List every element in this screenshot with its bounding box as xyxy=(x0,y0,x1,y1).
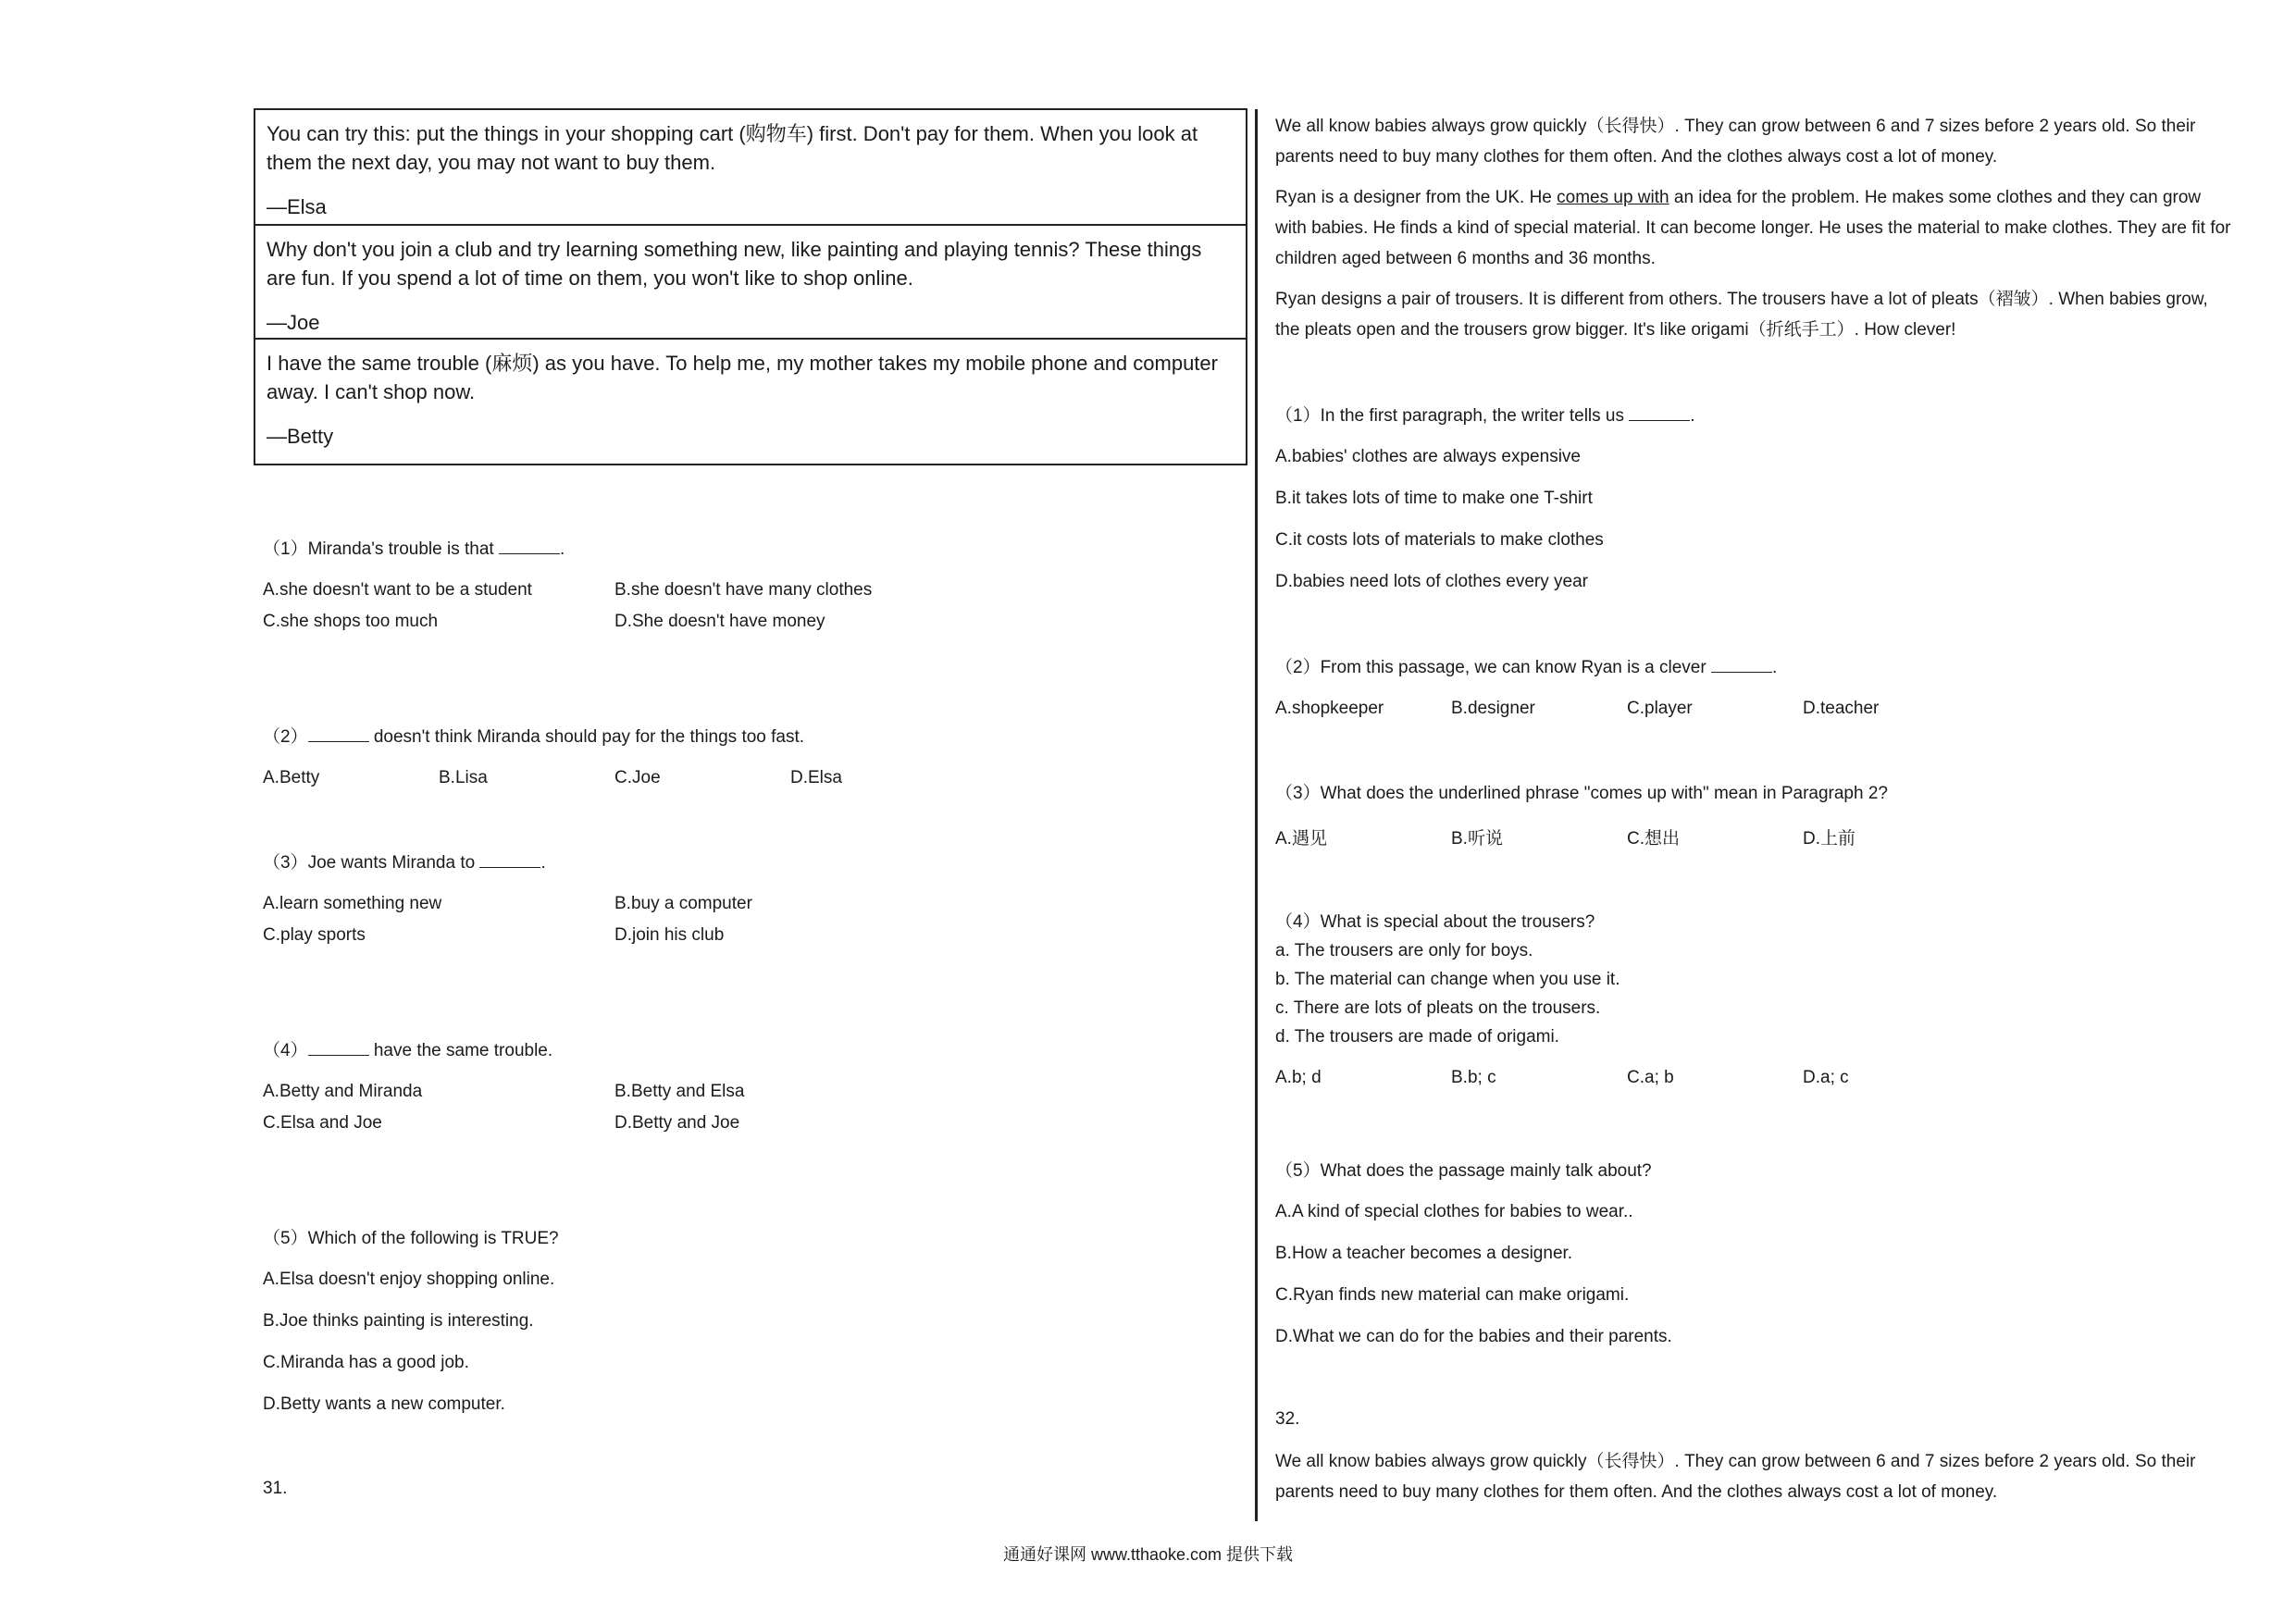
answer-blank xyxy=(479,854,540,868)
option-b: B.b; c xyxy=(1451,1068,1496,1087)
option-d: D.What we can do for the babies and their parents. xyxy=(1275,1327,1672,1346)
question-left-4 xyxy=(263,1036,966,1134)
options xyxy=(1275,1068,1979,1088)
page-footer: 通通好课网 www.tthaoke.com 提供下载 xyxy=(1002,1545,1294,1564)
question-number-32: 32. xyxy=(1275,1409,1300,1429)
option-c: C.Ryan finds new material can make origami. xyxy=(1275,1285,1630,1305)
option-c: C.play sports xyxy=(263,925,366,945)
option-b: B.How a teacher becomes a designer. xyxy=(1275,1244,1573,1263)
option-a: A.A kind of special clothes for babies to wear.. xyxy=(1275,1202,1633,1221)
option-d: D.Elsa xyxy=(790,768,842,787)
options xyxy=(263,768,966,788)
option-a: A.遇见 xyxy=(1275,829,1327,849)
question-left-2 xyxy=(263,723,966,788)
statements xyxy=(1275,941,1979,1047)
option-a: A.Elsa doesn't enjoy shopping online. xyxy=(263,1270,555,1289)
underlined-phrase: comes up with xyxy=(1557,188,1669,207)
option-a: A.babies' clothes are always expensive xyxy=(1275,447,1581,466)
option-a: A.b; d xyxy=(1275,1068,1322,1087)
question-left-3 xyxy=(263,849,966,946)
letter-body: Why don't you join a club and try learning something new, like painting and playing tennis? These things are fun. If you spend a lot of time on them, you won't like to shop online. xyxy=(267,238,1202,290)
option-c: C.player xyxy=(1627,699,1693,718)
options xyxy=(263,894,966,946)
options xyxy=(263,1082,966,1134)
option-d: D.Betty wants a new computer. xyxy=(263,1394,505,1414)
question-left-5 xyxy=(263,1224,559,1415)
option-c: C.a; b xyxy=(1627,1068,1674,1087)
question-stem: （3）What does the underlined phrase "comes up with" mean in Paragraph 2? xyxy=(1275,784,1888,803)
option-b: B.Lisa xyxy=(439,768,488,787)
answer-blank xyxy=(1711,659,1772,673)
passage-paragraph-3: Ryan designs a pair of trousers. It is different from others. The trousers have a lot of pleats（褶皱）. When babies grow, the pleats open and the trousers grow bigger. It's like origami（折纸手工）. How clever! xyxy=(1275,290,2208,340)
option-d: D.Betty and Joe xyxy=(614,1113,740,1133)
option-d: D.join his club xyxy=(614,925,725,945)
passage-paragraph-1: We all know babies always grow quickly（长得快）. They can grow between 6 and 7 sizes before 2 years old. So their parents need to buy many clothes for them often. And the clothes always cost a lot of money. xyxy=(1275,117,2196,167)
options xyxy=(1275,699,1979,719)
options xyxy=(1275,824,1979,849)
options xyxy=(263,580,966,632)
option-d: D.a; c xyxy=(1803,1068,1849,1087)
question-stem: （5）What does the passage mainly talk about? xyxy=(1275,1161,1652,1181)
question-right-2 xyxy=(1275,653,1979,719)
option-d: D.上前 xyxy=(1803,829,1856,849)
question-stem: （1）Miranda's trouble is that . xyxy=(263,539,565,559)
option-a: A.she doesn't want to be a student xyxy=(263,580,532,600)
letter-joe xyxy=(255,224,1246,338)
question-stem: （5）Which of the following is TRUE? xyxy=(263,1229,559,1248)
question-right-5 xyxy=(1275,1157,1672,1347)
option-c: C.it costs lots of materials to make clothes xyxy=(1275,530,1604,550)
passage-paragraph-2: Ryan is a designer from the UK. He comes up with an idea for the problem. He makes some clothes and they can grow with babies. He finds a kind of special material. It can become longer. He uses the material to make clothes. They are fit for children aged between 6 months and 36 months. xyxy=(1275,188,2231,268)
letter-betty xyxy=(255,338,1246,464)
answer-blank xyxy=(499,540,560,554)
statement-c: c. There are lots of pleats on the trousers. xyxy=(1275,998,1601,1018)
answer-blank xyxy=(308,728,369,742)
option-c: C.she shops too much xyxy=(263,612,439,631)
options xyxy=(263,1270,559,1415)
question-stem: （1）In the first paragraph, the writer tells us . xyxy=(1275,406,1695,426)
option-c: C.Joe xyxy=(614,768,661,787)
option-a: A.Betty and Miranda xyxy=(263,1082,423,1101)
option-b: B.buy a computer xyxy=(614,894,752,913)
option-b: B.听说 xyxy=(1451,829,1503,849)
question-stem: （4）What is special about the trousers? xyxy=(1275,912,1595,932)
letter-body: I have the same trouble (麻烦) as you have. To help me, my mother takes my mobile phone and computer away. I can't shop now. xyxy=(267,352,1218,403)
question-right-4 xyxy=(1275,908,1979,1088)
option-b: B.it takes lots of time to make one T-shirt xyxy=(1275,489,1593,508)
question-right-3 xyxy=(1275,779,1979,849)
option-d: D.babies need lots of clothes every year xyxy=(1275,572,1588,591)
option-a: A.shopkeeper xyxy=(1275,699,1384,718)
option-b: B.designer xyxy=(1451,699,1535,718)
letter-elsa xyxy=(255,110,1246,224)
options xyxy=(1275,447,1695,592)
answer-blank xyxy=(308,1042,369,1056)
option-d: D.She doesn't have money xyxy=(614,612,825,631)
question-left-1 xyxy=(263,535,966,632)
question-stem: （3）Joe wants Miranda to . xyxy=(263,853,546,873)
statement-a: a. The trousers are only for boys. xyxy=(1275,941,1533,960)
option-d: D.teacher xyxy=(1803,699,1880,718)
letter-body: You can try this: put the things in your shopping cart (购物车) first. Don't pay for them. When you look at them the next day, you may not want to buy them. xyxy=(267,122,1198,174)
option-c: C.想出 xyxy=(1627,829,1681,849)
option-b: B.she doesn't have many clothes xyxy=(614,580,873,600)
option-c: C.Miranda has a good job. xyxy=(263,1353,469,1372)
options xyxy=(1275,1202,1672,1347)
question-stem: （2）From this passage, we can know Ryan is a clever . xyxy=(1275,658,1778,677)
statement-b: b. The material can change when you use it. xyxy=(1275,970,1620,989)
option-c: C.Elsa and Joe xyxy=(263,1113,382,1133)
answer-blank xyxy=(1629,407,1690,421)
column-divider xyxy=(1255,109,1258,1521)
question-stem: （2） doesn't think Miranda should pay for the things too fast. xyxy=(263,727,805,747)
question-number-31: 31. xyxy=(263,1479,288,1498)
letter-signature: —Elsa xyxy=(267,195,327,218)
statement-d: d. The trousers are made of origami. xyxy=(1275,1027,1559,1047)
letters-table xyxy=(254,108,1247,465)
passage-32-paragraph: We all know babies always grow quickly（长得快）. They can grow between 6 and 7 sizes before 2 years old. So their parents need to buy many clothes for them often. And the clothes always cost a lot of money. xyxy=(1275,1452,2196,1502)
question-stem: （4） have the same trouble. xyxy=(263,1041,553,1060)
letter-signature: —Betty xyxy=(267,425,334,448)
option-a: A.Betty xyxy=(263,768,320,787)
option-b: B.Joe thinks painting is interesting. xyxy=(263,1311,534,1331)
question-right-1 xyxy=(1275,402,1695,592)
option-b: B.Betty and Elsa xyxy=(614,1082,745,1101)
option-a: A.learn something new xyxy=(263,894,442,913)
letter-signature: —Joe xyxy=(267,311,320,334)
